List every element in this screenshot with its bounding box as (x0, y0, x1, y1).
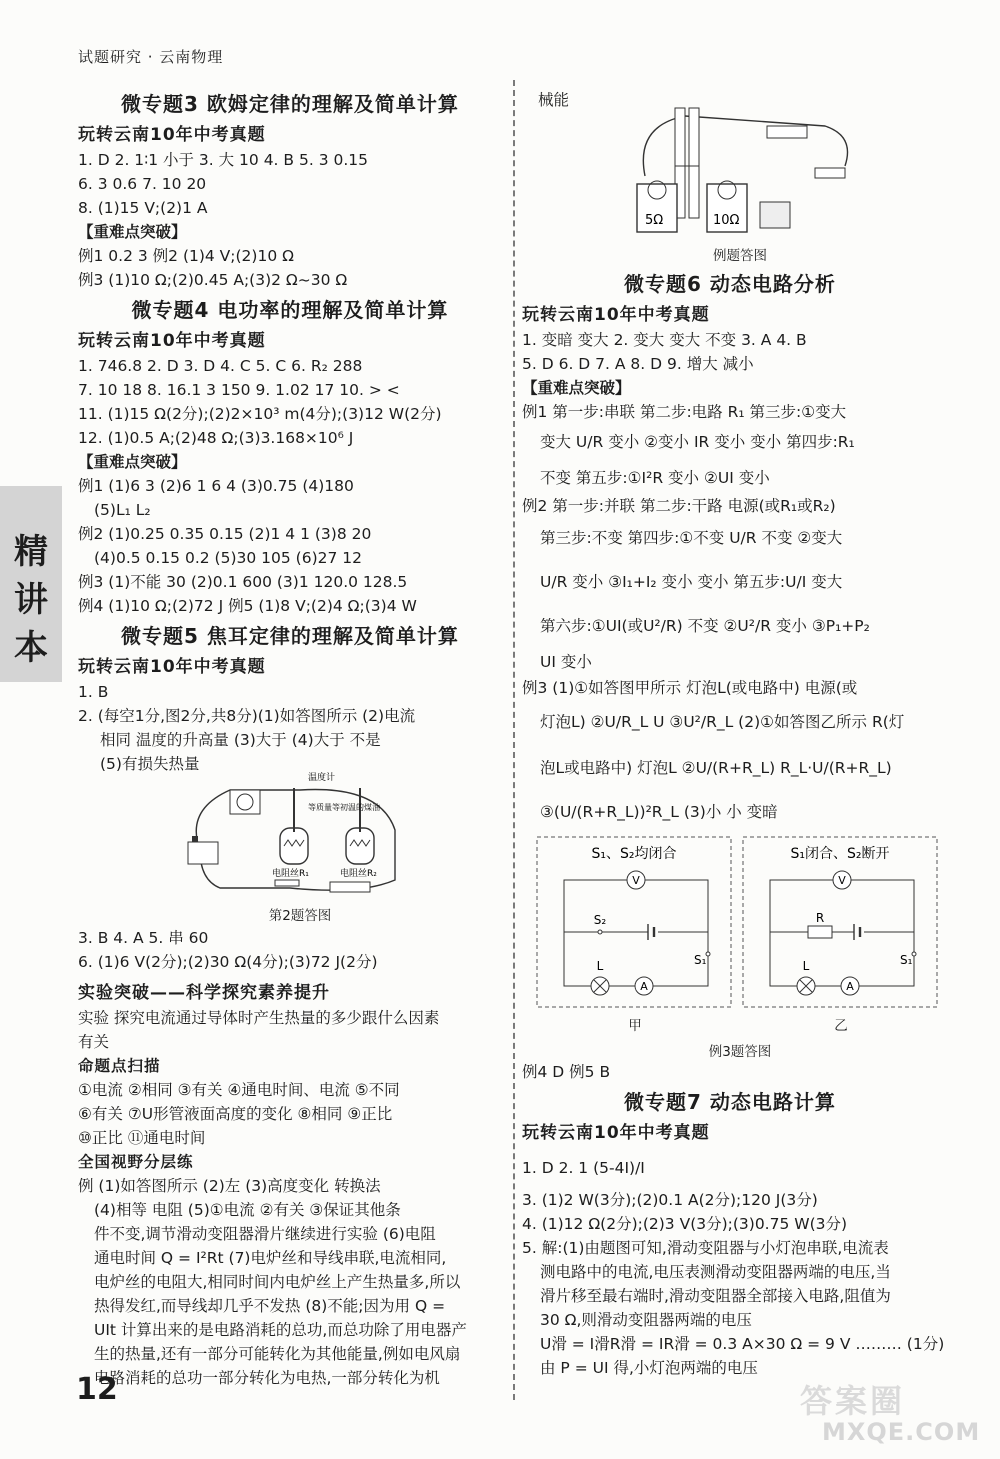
answer-line: 实验 探究电流通过导体时产生热量的多少跟什么因素 (78, 1009, 440, 1027)
side-tab-char: 本 (14, 628, 48, 668)
subheading: 命题点扫描 (78, 1057, 161, 1075)
answer-line: 例4 D 例5 B (522, 1063, 611, 1081)
answer-line: 12. (1)0.5 A;(2)48 Ω;(3)3.168×10⁶ J (78, 429, 354, 447)
fig-label: 电阻丝R₁ (272, 869, 309, 879)
section-heading: 微专题6 动态电路分析 (624, 272, 836, 296)
answer-line: ⑩正比 ⑪通电时间 (78, 1129, 206, 1147)
answer-line: 1. D 2. 1 (5-4I)/I (522, 1159, 645, 1177)
voltmeter-label: V (632, 874, 640, 887)
answer-line: 变大 U/R 变小 ②变小 IR 变小 变小 第四步:R₁ (540, 433, 855, 451)
resistor-label: R (815, 911, 825, 925)
fig-label: 等质量等初温的煤油 (308, 803, 380, 812)
subheading: 玩转云南10年中考真题 (522, 305, 710, 325)
subheading: 全国视野分层练 (78, 1153, 194, 1171)
switch-label: S₂ (593, 913, 607, 927)
focus-label: 【重难点突破】 (78, 223, 187, 241)
answer-line: 1. 746.8 2. D 3. D 4. C 5. C 6. R₂ 288 (78, 357, 363, 375)
answer-line: 滑片移至最右端时,滑动变阻器全部接入电路,阻值为 (540, 1287, 891, 1305)
answer-line: 由 P = UI 得,小灯泡两端的电压 (540, 1359, 758, 1377)
answer-line: U/R 变小 ③I₁+I₂ 变小 变小 第五步:U/I 变大 (540, 573, 843, 591)
lamp-label: L (802, 959, 810, 973)
answer-line: 例1 0.2 3 例2 (1)4 V;(2)10 Ω (78, 247, 294, 265)
subheading: 玩转云南10年中考真题 (78, 125, 266, 145)
answer-line: 例1 第一步:串联 第二步:电路 R₁ 第三步:①变大 (522, 403, 847, 421)
answer-line: 械能 (538, 91, 570, 109)
voltmeter-label: V (838, 874, 846, 887)
answer-line: 5. D 6. D 7. A 8. D 9. 增大 减小 (522, 355, 754, 373)
answer-line: 3. (1)2 W(3分);(2)0.1 A(2分);120 J(3分) (522, 1191, 818, 1209)
answer-line: 件不变,调节滑动变阻器滑片继续进行实验 (6)电阻 (94, 1225, 436, 1243)
fig-label: 5Ω (645, 213, 664, 228)
answer-line: 通电时间 Q = I²Rt (7)电炉丝和导线串联,电流相同, (94, 1249, 447, 1267)
answer-line: 例1 (1)6 3 (2)6 1 6 4 (3)0.75 (4)180 (78, 477, 354, 495)
section-heading: 微专题3 欧姆定律的理解及简单计算 (121, 92, 459, 116)
section-subheading: 实验突破——科学探究素养提升 (78, 983, 330, 1003)
answer-line: ③(U/(R+R_L))²R_L (3)小 小 变暗 (540, 803, 778, 821)
switch-label: S₁ (900, 953, 913, 967)
answer-line: 不变 第五步:①I²R 变小 ②UI 变小 (540, 469, 770, 487)
answer-line: 生的热量,还有一部分可能转化为其他能量,例如电风扇 (94, 1345, 461, 1363)
answer-line: (4)相等 电阻 (5)①电流 ②有关 ③保证其他条 (94, 1201, 401, 1219)
side-tab-char: 讲 (14, 580, 48, 620)
answer-line: (5)L₁ L₂ (94, 501, 151, 519)
answer-line: 30 Ω,则滑动变阻器两端的电压 (540, 1311, 752, 1329)
answer-line: 例4 (1)10 Ω;(2)72 J 例5 (1)8 V;(2)4 Ω;(3)4 W (78, 597, 417, 615)
answer-line: 11. (1)15 Ω(2分);(2)2×10³ m(4分);(3)12 W(2分) (78, 405, 442, 423)
answer-line: 泡L或电路中) 灯泡L ②U/(R+R_L) R_L·U/(R+R_L) (540, 759, 892, 777)
answer-line: U滑 = I滑R滑 = IR滑 = 0.3 A×30 Ω = 9 V ……… (1分) (540, 1335, 945, 1353)
ammeter-label: A (640, 980, 648, 993)
figure-caption: 第2题答图 (268, 908, 332, 924)
joule-heating-figure (180, 770, 420, 900)
subheading: 玩转云南10年中考真题 (522, 1123, 710, 1143)
figure-caption: 例3题答图 (708, 1044, 772, 1060)
answer-line: 有关 (78, 1033, 110, 1051)
focus-label: 【重难点突破】 (78, 453, 187, 471)
fig-label: 电阻丝R₂ (340, 869, 377, 879)
answer-line: 6. 3 0.6 7. 10 20 (78, 175, 207, 193)
answer-line: 5. 解:(1)由题图可知,滑动变阻器与小灯泡串联,电流表 (522, 1239, 889, 1257)
lamp-label: L (596, 959, 604, 973)
section-heading: 微专题7 动态电路计算 (624, 1090, 836, 1114)
fig-label: 温度计 (308, 773, 336, 783)
answer-line: 1. D 2. 1∶1 小于 3. 大 10 4. B 5. 3 0.15 (78, 151, 368, 169)
answer-line: 例3 (1)10 Ω;(2)0.45 A;(3)2 Ω~30 Ω (78, 271, 348, 289)
side-tab-char: 精 (14, 532, 48, 572)
answer-line: 2. (每空1分,图2分,共8分)(1)如答图所示 (2)电流 (78, 707, 416, 725)
focus-label: 【重难点突破】 (522, 379, 631, 397)
u-tube-figure (625, 106, 865, 238)
circuit-diagram-b (742, 836, 938, 1008)
answer-line: 相同 温度的升高量 (3)大于 (4)大于 不是 (100, 731, 381, 749)
answer-line: 电路消耗的总功一部分转化为电热,一部分转化为机 (94, 1369, 440, 1387)
subheading: 玩转云南10年中考真题 (78, 331, 266, 351)
answer-line: 3. B 4. A 5. 串 60 (78, 929, 209, 947)
switch-label: S₁ (694, 953, 707, 967)
fig-label: 10Ω (713, 213, 740, 228)
answer-line: 1. 变暗 变大 2. 变大 变大 不变 3. A 4. B (522, 331, 807, 349)
answer-line: 1. B (78, 683, 109, 701)
answer-line: (4)0.5 0.15 0.2 (5)30 105 (6)27 12 (94, 549, 362, 567)
section-heading: 微专题4 电功率的理解及简单计算 (131, 298, 449, 322)
subheading: 玩转云南10年中考真题 (78, 657, 266, 677)
watermark-url: MXQE.COM (822, 1418, 981, 1446)
running-head: 试题研究 · 云南物理 (78, 48, 224, 66)
answer-line: ①电流 ②相同 ③有关 ④通电时间、电流 ⑤不同 (78, 1081, 400, 1099)
side-tab (0, 486, 62, 682)
answer-line: ⑥有关 ⑦U形管液面高度的变化 ⑧相同 ⑨正比 (78, 1105, 393, 1123)
answer-line: 灯泡L) ②U/R_L U ③U²/R_L (2)①如答图乙所示 R(灯 (540, 713, 905, 731)
answer-line: UIt 计算出来的是电路消耗的总功,而总功除了用电器产 (94, 1321, 467, 1339)
column-divider (513, 80, 515, 1400)
answer-line: 电炉丝的电阻大,相同时间内电炉丝上产生热量多,所以 (94, 1273, 461, 1291)
answer-line: 第三步:不变 第四步:①不变 U/R 不变 ②变大 (540, 529, 843, 547)
circuit-label: 乙 (834, 1018, 848, 1034)
page-number: 12 (76, 1372, 118, 1407)
answer-line: UI 变小 (540, 653, 592, 671)
circuit-label: 甲 (628, 1018, 642, 1034)
circuit-diagram-a (536, 836, 732, 1008)
circuit-title: S₁、S₂均闭合 (591, 846, 677, 862)
answer-line: 例3 (1)不能 30 (2)0.1 600 (3)1 120.0 128.5 (78, 573, 408, 591)
watermark-logo: 答案圈 (800, 1382, 906, 1420)
answer-line: 7. 10 18 8. 16.1 3 150 9. 1.02 17 10. > < (78, 381, 400, 399)
answer-line: 8. (1)15 V;(2)1 A (78, 199, 208, 217)
answer-line: 例3 (1)①如答图甲所示 灯泡L(或电路中) 电源(或 (522, 679, 858, 697)
answer-line: 4. (1)12 Ω(2分);(2)3 V(3分);(3)0.75 W(3分) (522, 1215, 848, 1233)
answer-line: 6. (1)6 V(2分);(2)30 Ω(4分);(3)72 J(2分) (78, 953, 378, 971)
ammeter-label: A (846, 980, 854, 993)
answer-line: (5)有损失热量 (100, 755, 200, 773)
section-heading: 微专题5 焦耳定律的理解及简单计算 (121, 624, 459, 648)
answer-line: 测电路中的电流,电压表测滑动变阻器两端的电压,当 (540, 1263, 891, 1281)
answer-line: 例 (1)如答图所示 (2)左 (3)高度变化 转换法 (78, 1177, 381, 1195)
answer-line: 第六步:①UI(或U²/R) 不变 ②U²/R 变小 ③P₁+P₂ (540, 617, 870, 635)
figure-caption: 例题答图 (713, 248, 767, 264)
answer-line: 热得发红,而导线却几乎不发热 (8)不能;因为用 Q = (94, 1297, 446, 1315)
circuit-title: S₁闭合、S₂断开 (790, 846, 890, 862)
answer-line: 例2 第一步:并联 第二步:干路 电源(或R₁或R₂) (522, 497, 836, 515)
answer-line: 例2 (1)0.25 0.35 0.15 (2)1 4 1 (3)8 20 (78, 525, 372, 543)
